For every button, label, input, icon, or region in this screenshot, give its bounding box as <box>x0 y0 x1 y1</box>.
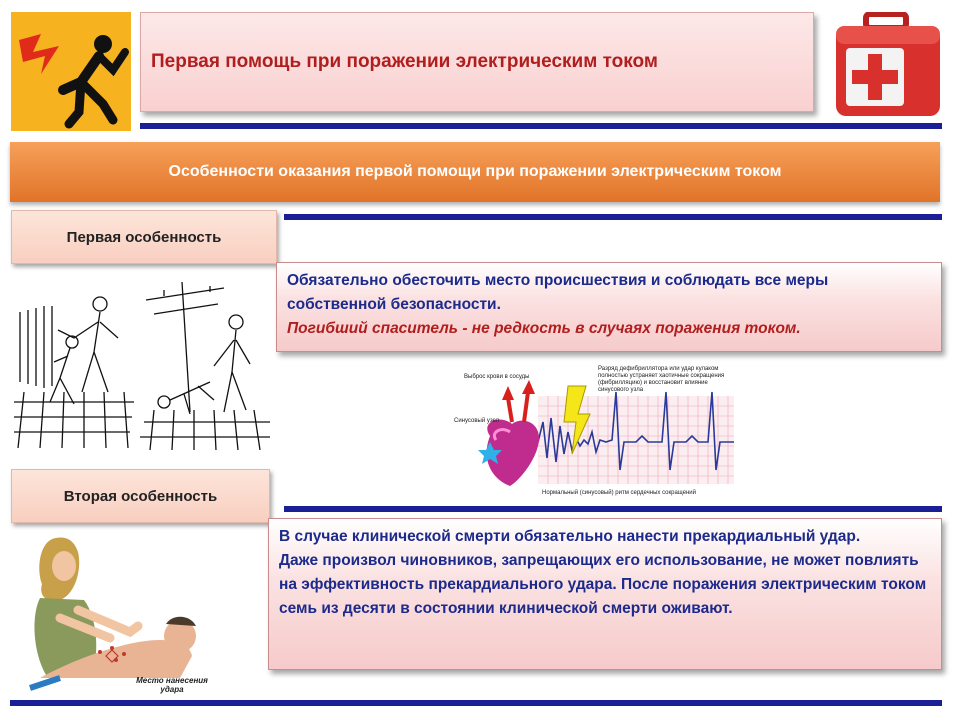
feature1-main-text: Обязательно обесточить место происшествия и соблюдать все меры собственной безопасности. <box>287 272 829 313</box>
feature2-label: Вторая особенность <box>63 487 218 505</box>
header-rule <box>140 123 942 129</box>
feature2-main-text: В случае клинической смерти обязательно нанести прекардиальный удар. <box>279 528 861 545</box>
feature2-label-box <box>11 469 270 523</box>
feature1-label-box <box>11 210 277 264</box>
ecg-label-discharge: Разряд дефибриллятора или удар кулаком полностью устраняет хаотичные сокращения (фибрилляцию) и восстановит влияние синусового узла <box>598 366 725 393</box>
ecg-label-rhythm: Нормальный (синусовый) ритм сердечных сокращений <box>542 490 697 496</box>
section-banner <box>10 142 940 202</box>
feature2-content-box <box>268 518 942 670</box>
rescue-illustration <box>14 282 270 450</box>
banner-text: Особенности оказания первой помощи при поражении электрическим током <box>168 163 782 180</box>
cpr-caption: Место нанесения удара <box>136 676 208 694</box>
cpr-illustration <box>20 528 256 698</box>
feature1-rule <box>284 214 942 220</box>
feature2-rule <box>284 506 942 512</box>
page-title: Первая помощь при поражении электрическим током <box>151 51 658 72</box>
feature1-content-box <box>276 262 942 352</box>
footer-rule <box>10 700 942 706</box>
feature1-label: Первая особенность <box>66 228 222 246</box>
ecg-label-node: Синусовый узел <box>454 418 500 424</box>
ecg-heart-figure <box>450 362 740 500</box>
feature1-warning-text: Погибший спаситель - не редкость в случаях поражения током. <box>287 320 801 337</box>
first-aid-kit-icon <box>830 12 945 122</box>
ecg-label-blood: Выброс крови в сосуды <box>464 374 530 380</box>
feature2-detail-text: Даже произвол чиновников, запрещающих его использование, не может повлиять на эффективность прекардиального удара. После поражения электрическим током семь из десяти в состоянии клинической смерти оживают. <box>279 552 927 617</box>
electric-shock-warning-icon <box>11 12 131 131</box>
title-box <box>140 12 814 112</box>
